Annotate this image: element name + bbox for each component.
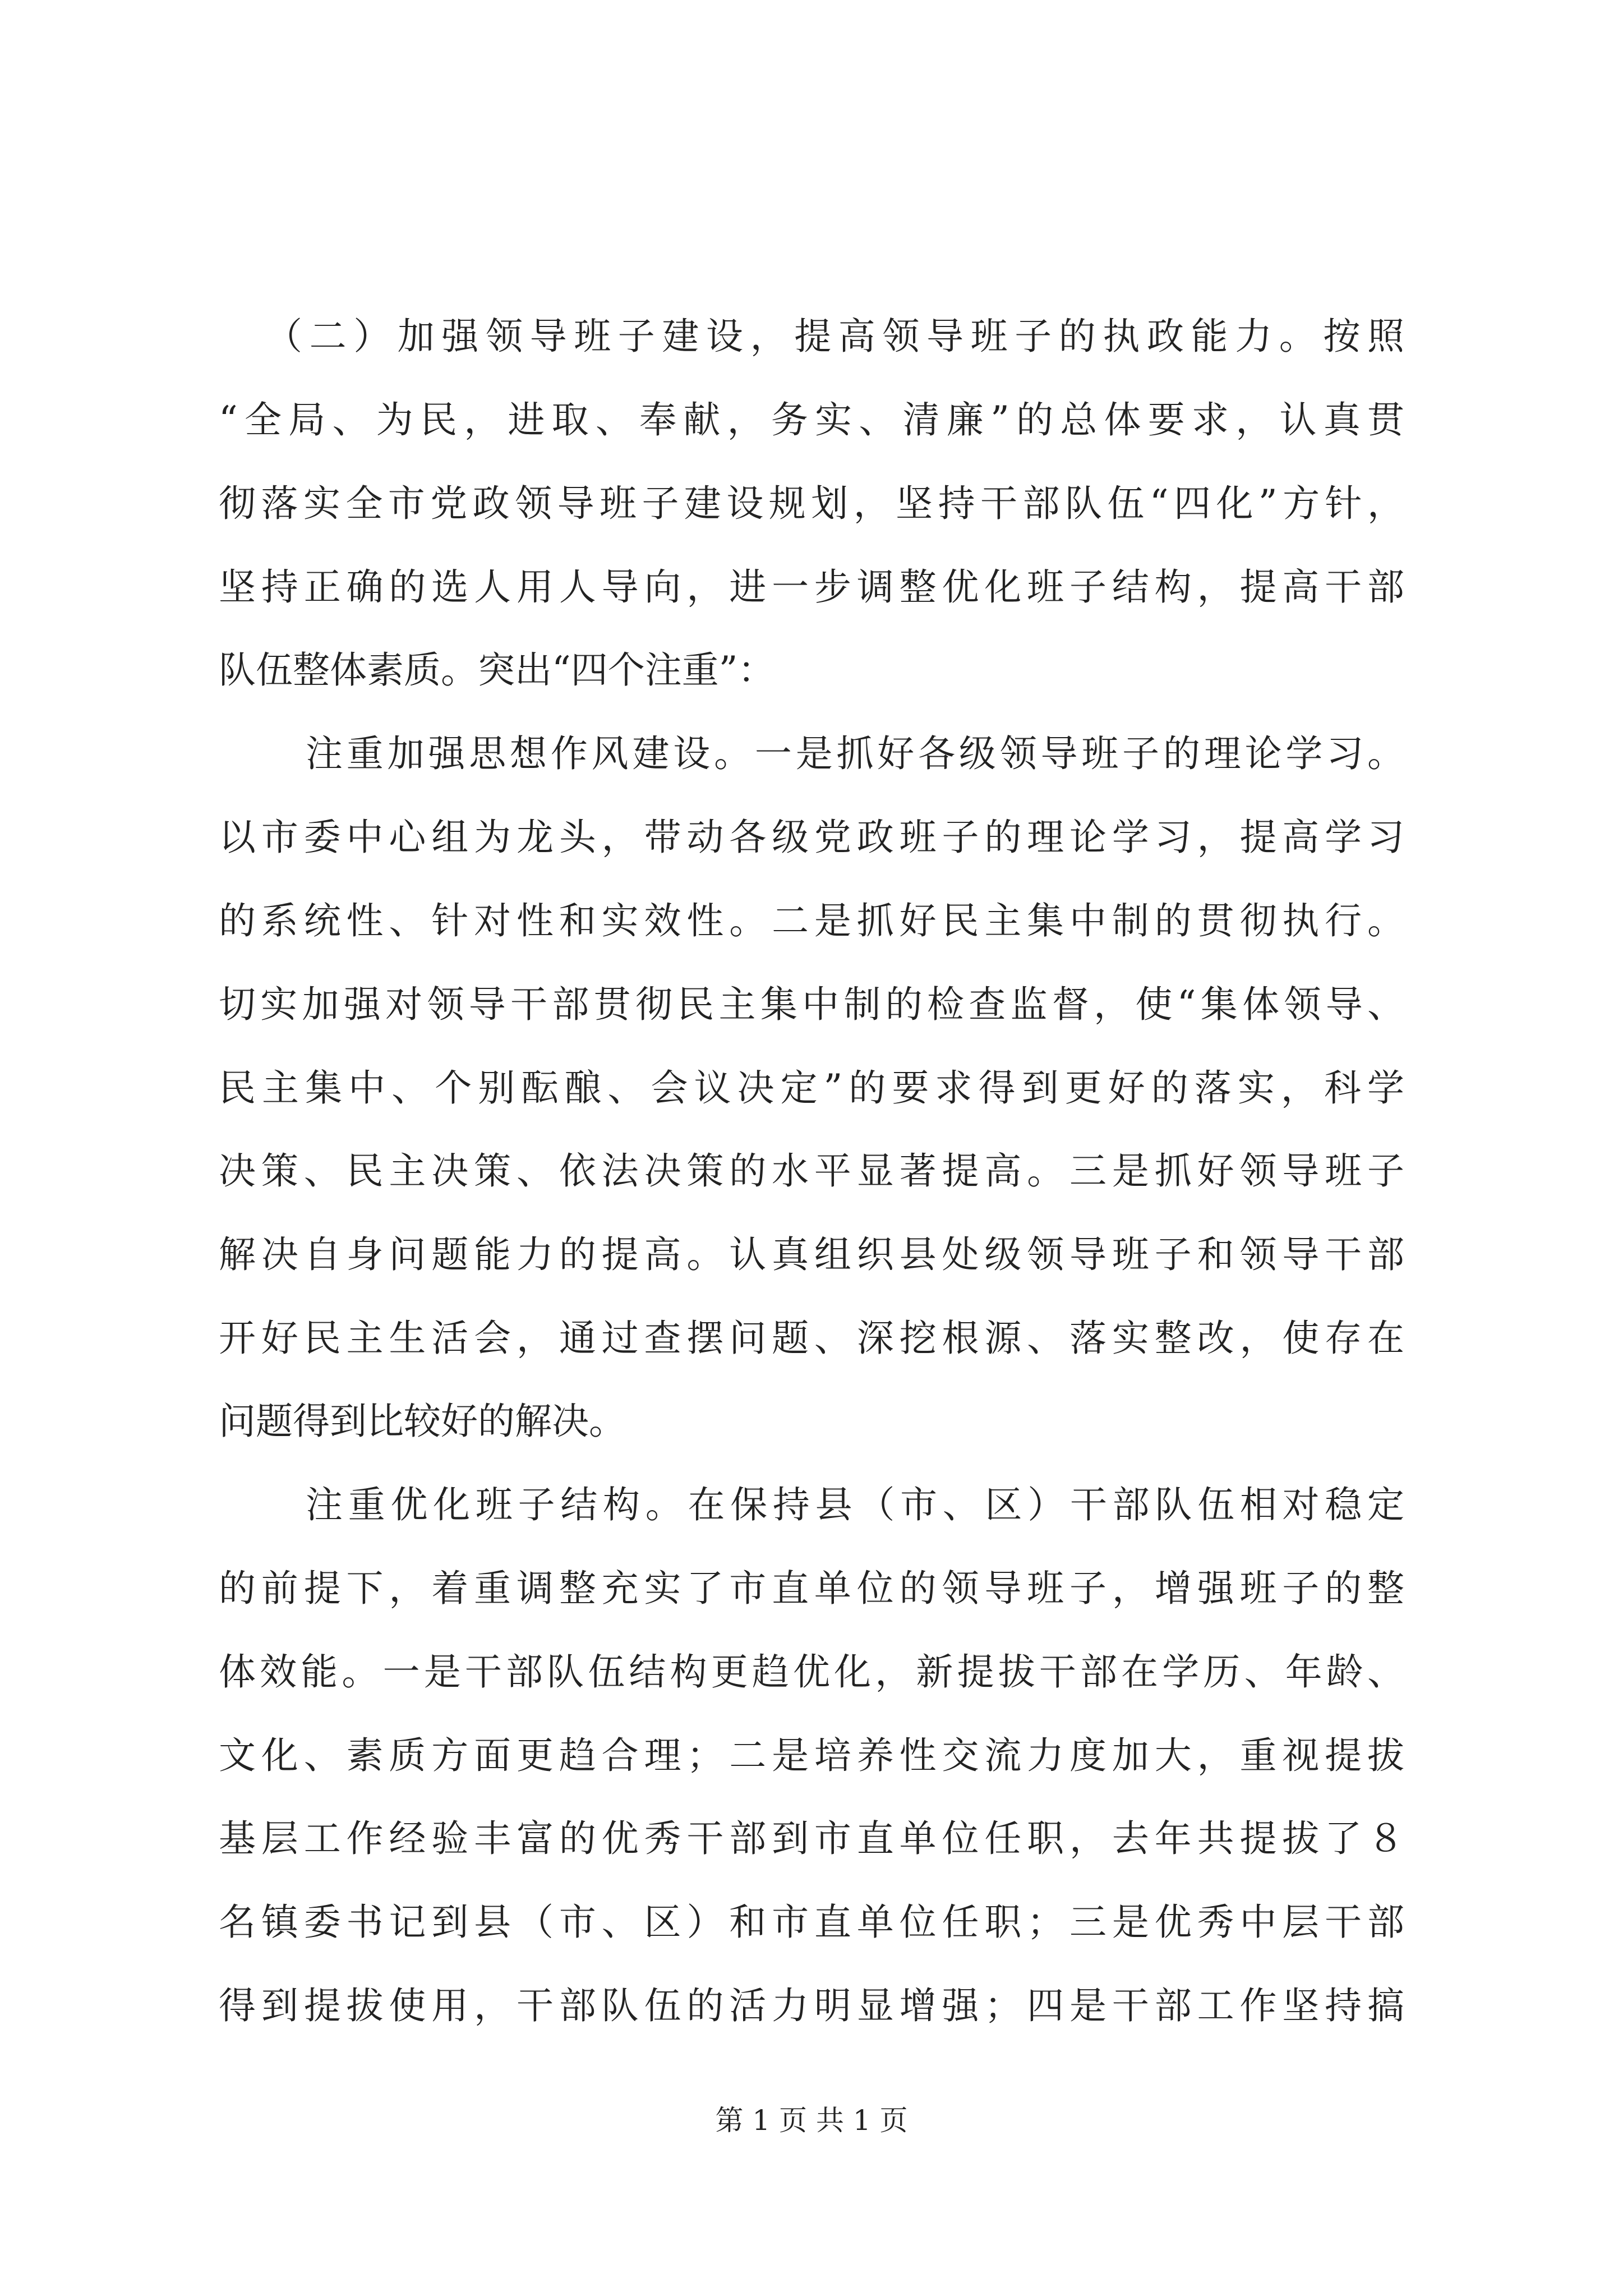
line-text: 以市委中心组为龙头，带动各级党政班子的理论学习，提高学习 — [219, 816, 1410, 859]
text-line — [0, 637, 1623, 704]
text-line — [0, 1388, 1623, 1455]
text-line — [0, 1305, 1623, 1372]
line-text: 切实加强对领导干部贯彻民主集中制的检查监督，使“集体领导、 — [219, 983, 1409, 1026]
line-text: 坚持正确的选人用人导向，进一步调整优化班子结构，提高干部 — [219, 565, 1410, 609]
text-line — [0, 1055, 1623, 1122]
line-text: （二）加强领导班子建设，提高领导班子的执政能力。按照 — [265, 315, 1412, 358]
text-line — [0, 971, 1623, 1038]
text-line — [0, 1138, 1623, 1205]
page-number: 第 1 页 共 1 页 — [715, 2104, 908, 2137]
line-text: 的系统性、针对性和实效性。二是抓好民主集中制的贯彻执行。 — [219, 899, 1410, 942]
text-line — [0, 1805, 1623, 1872]
text-line — [0, 1972, 1623, 2040]
text-line — [0, 386, 1623, 454]
text-line — [0, 1722, 1623, 1789]
text-line — [0, 1889, 1623, 1956]
line-text: 文化、素质方面更趋合理；二是培养性交流力度加大，重视提拔 — [219, 1734, 1410, 1777]
line-text: 解决自身问题能力的提高。认真组织县处级领导班子和领导干部 — [219, 1233, 1410, 1276]
text-line — [0, 1639, 1623, 1706]
text-line — [0, 720, 1623, 788]
text-line — [0, 554, 1623, 621]
text-line — [0, 303, 1623, 370]
line-text: 彻落实全市党政领导班子建设规划，坚持干部队伍“四化”方针， — [219, 482, 1410, 525]
line-text: 的前提下，着重调整充实了市直单位的领导班子，增强班子的整 — [219, 1567, 1410, 1610]
line-text: 问题得到比较好的解决。 — [219, 1400, 626, 1443]
line-text: 开好民主生活会，通过查摆问题、深挖根源、落实整改，使存在 — [219, 1317, 1410, 1360]
line-text: 体效能。一是干部队伍结构更趋优化，新提拔干部在学历、年龄、 — [219, 1650, 1409, 1694]
text-line — [0, 887, 1623, 955]
line-text: 得到提拔使用，干部队伍的活力明显增强；四是干部工作坚持搞 — [219, 1984, 1410, 2027]
line-text: 基层工作经验丰富的优秀干部到市直单位任职，去年共提拔了８ — [219, 1817, 1410, 1860]
line-text: 注重优化班子结构。在保持县（市、区）干部队伍相对稳定 — [306, 1483, 1410, 1526]
line-text: “全局、为民，进取、奉献，务实、清廉”的总体要求，认真贯 — [219, 398, 1412, 441]
line-text: 民主集中、个别酝酿、会议决定”的要求得到更好的落实，科学 — [219, 1066, 1411, 1110]
line-text: 注重加强思想作风建设。一是抓好各级领导班子的理论学习。 — [306, 732, 1408, 775]
text-line — [0, 1221, 1623, 1289]
text-line — [0, 470, 1623, 537]
text-line — [0, 1471, 1623, 1539]
line-text: 名镇委书记到县（市、区）和市直单位任职；三是优秀中层干部 — [219, 1901, 1410, 1944]
line-text: 决策、民主决策、依法决策的水平显著提高。三是抓好领导班子 — [219, 1149, 1410, 1193]
text-line — [0, 804, 1623, 871]
page-footer — [0, 2101, 1623, 2140]
text-line — [0, 1555, 1623, 1622]
line-text: 队伍整体素质。突出“四个注重”： — [219, 648, 775, 692]
